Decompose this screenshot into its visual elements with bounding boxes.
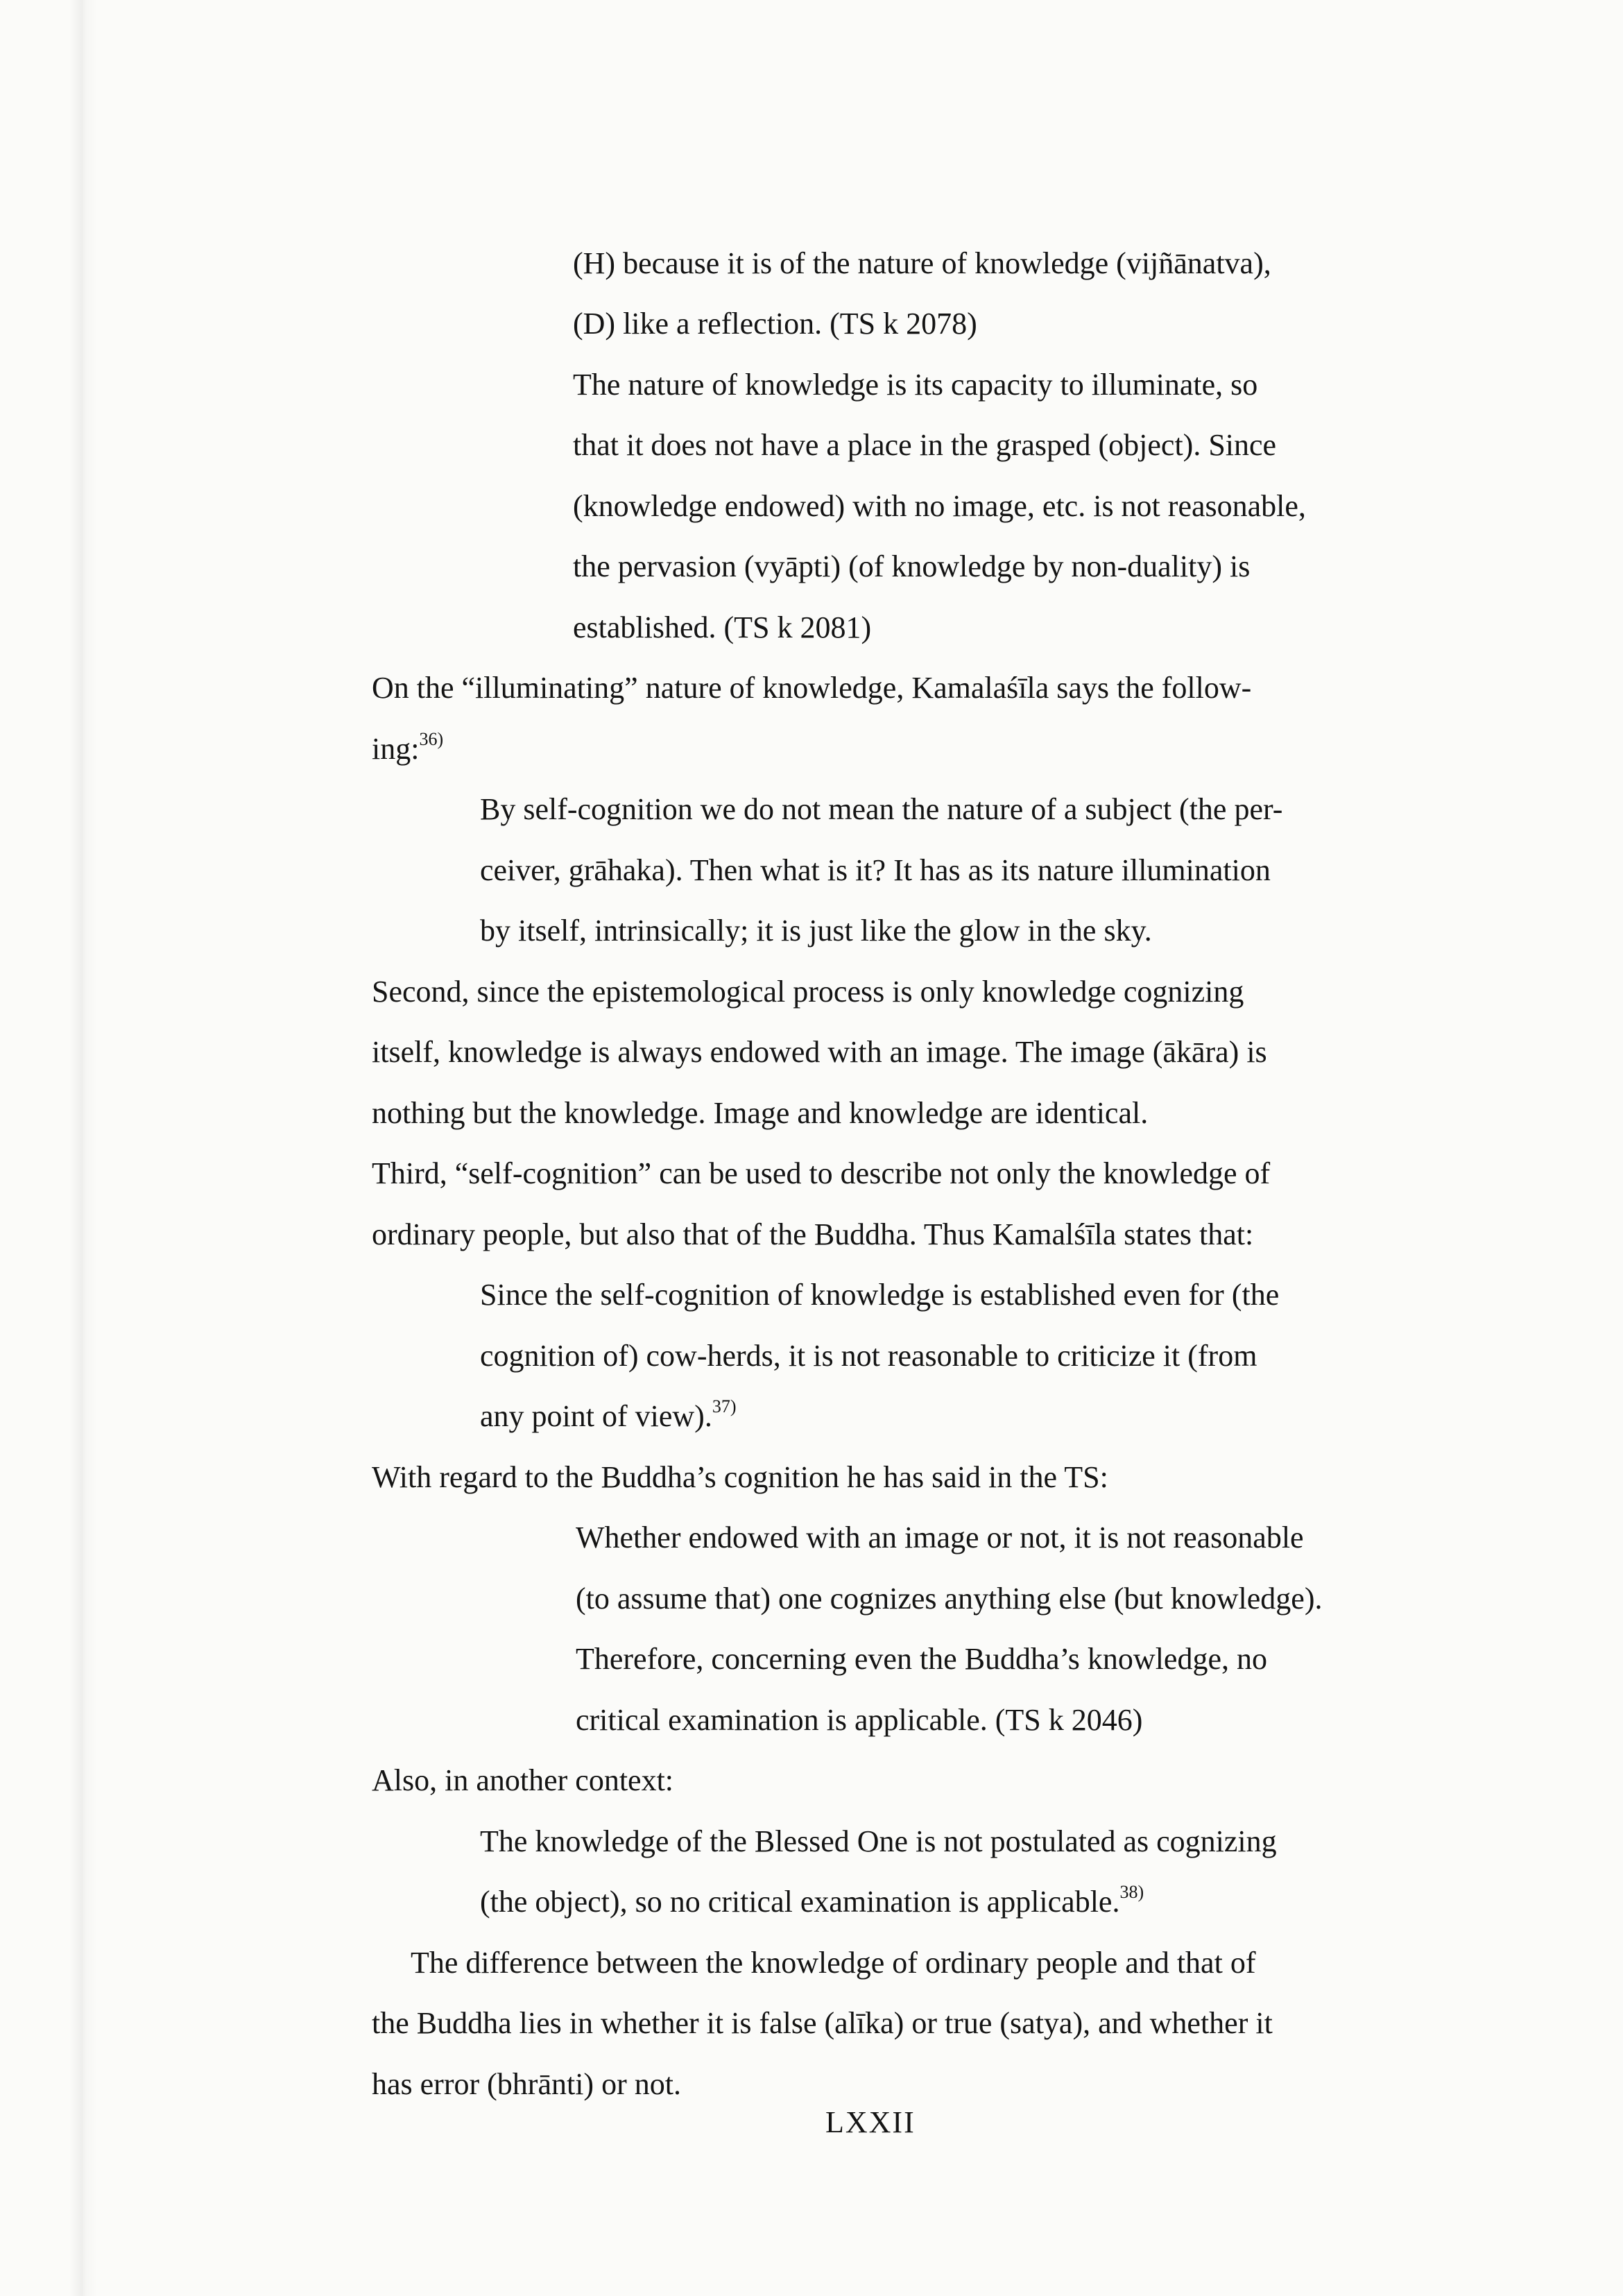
another-context: Also, in another context: [372,1763,674,1797]
ts2046-line-4: critical examination is applicable. (TS k 2046) [576,1703,1143,1737]
second-point-line-3: nothing but the knowledge. Image and knowledge are identical. [372,1096,1149,1130]
footnote-ref-36: 36) [419,729,444,749]
difference-line-3: has error (bhrānti) or not. [372,2067,681,2101]
binding-shadow [69,0,97,2296]
blessed-one-quote-line-1: The knowledge of the Blessed One is not postulated as cognizing [480,1824,1277,1858]
difference-line-1: The difference between the knowledge of ordinary people and that of [411,1946,1256,1980]
illuminating-intro-text: ing: [372,732,420,766]
ts2081-line-1: The nature of knowledge is its capacity to illuminate, so [573,368,1258,402]
ts2078-hetu: (H) because it is of the nature of knowledge (vijñānatva), [573,246,1271,280]
footnote-ref-38: 38) [1119,1882,1144,1902]
ts2081-line-2: that it does not have a place in the grasped (object). Since [573,428,1277,462]
ts2081-line-4: the pervasion (vyāpti) (of knowledge by non-duality) is [573,549,1251,583]
third-point-line-2: ordinary people, but also that of the Buddha. Thus Kamalśīla states that: [372,1217,1254,1251]
cowherds-quote-line-2: cognition of) cow-herds, it is not reasonable to criticize it (from [480,1339,1257,1373]
ts2046-line-3: Therefore, concerning even the Buddha’s knowledge, no [576,1642,1267,1676]
blessed-one-quote-line-2 [480,1881,1144,1923]
cowherds-quote-line-1: Since the self-cognition of knowledge is established even for (the [480,1278,1280,1312]
ts2081-line-3: (knowledge endowed) with no image, etc. is not reasonable, [573,489,1306,523]
illuminating-intro-line-1: On the “illuminating” nature of knowledge, Kamalaśīla says the follow- [372,671,1252,705]
third-point-line-1: Third, “self-cognition” can be used to describe not only the knowledge of [372,1156,1271,1190]
footnote-ref-37: 37) [712,1396,737,1416]
difference-line-2: the Buddha lies in whether it is false (alīka) or true (satya), and whether it [372,2006,1273,2040]
cowherds-quote-text: any point of view). [480,1399,712,1433]
self-cognition-quote-line-3: by itself, intrinsically; it is just like the glow in the sky. [480,914,1152,948]
ts2046-line-2: (to assume that) one cognizes anything else (but knowledge). [576,1582,1323,1616]
ts2078-drstanta: (D) like a reflection. (TS k 2078) [573,307,977,341]
self-cognition-quote-line-1: By self-cognition we do not mean the nature of a subject (the per- [480,792,1283,826]
self-cognition-quote-line-2: ceiver, grāhaka). Then what is it? It has as its nature illumination [480,853,1271,887]
page-number: LXXII [825,2105,916,2139]
blessed-one-quote-text: (the object), so no critical examination is applicable. [480,1885,1120,1919]
second-point-line-2: itself, knowledge is always endowed with an image. The image (ākāra) is [372,1035,1267,1069]
ts2046-line-1: Whether endowed with an image or not, it is not reasonable [576,1520,1304,1554]
ts2081-line-5: established. (TS k 2081) [573,610,872,644]
cowherds-quote-line-3 [480,1396,736,1437]
illuminating-intro-line-2 [372,728,443,770]
buddha-intro: With regard to the Buddha’s cognition he has said in the TS: [372,1460,1108,1494]
second-point-line-1: Second, since the epistemological process is only knowledge cognizing [372,975,1244,1009]
